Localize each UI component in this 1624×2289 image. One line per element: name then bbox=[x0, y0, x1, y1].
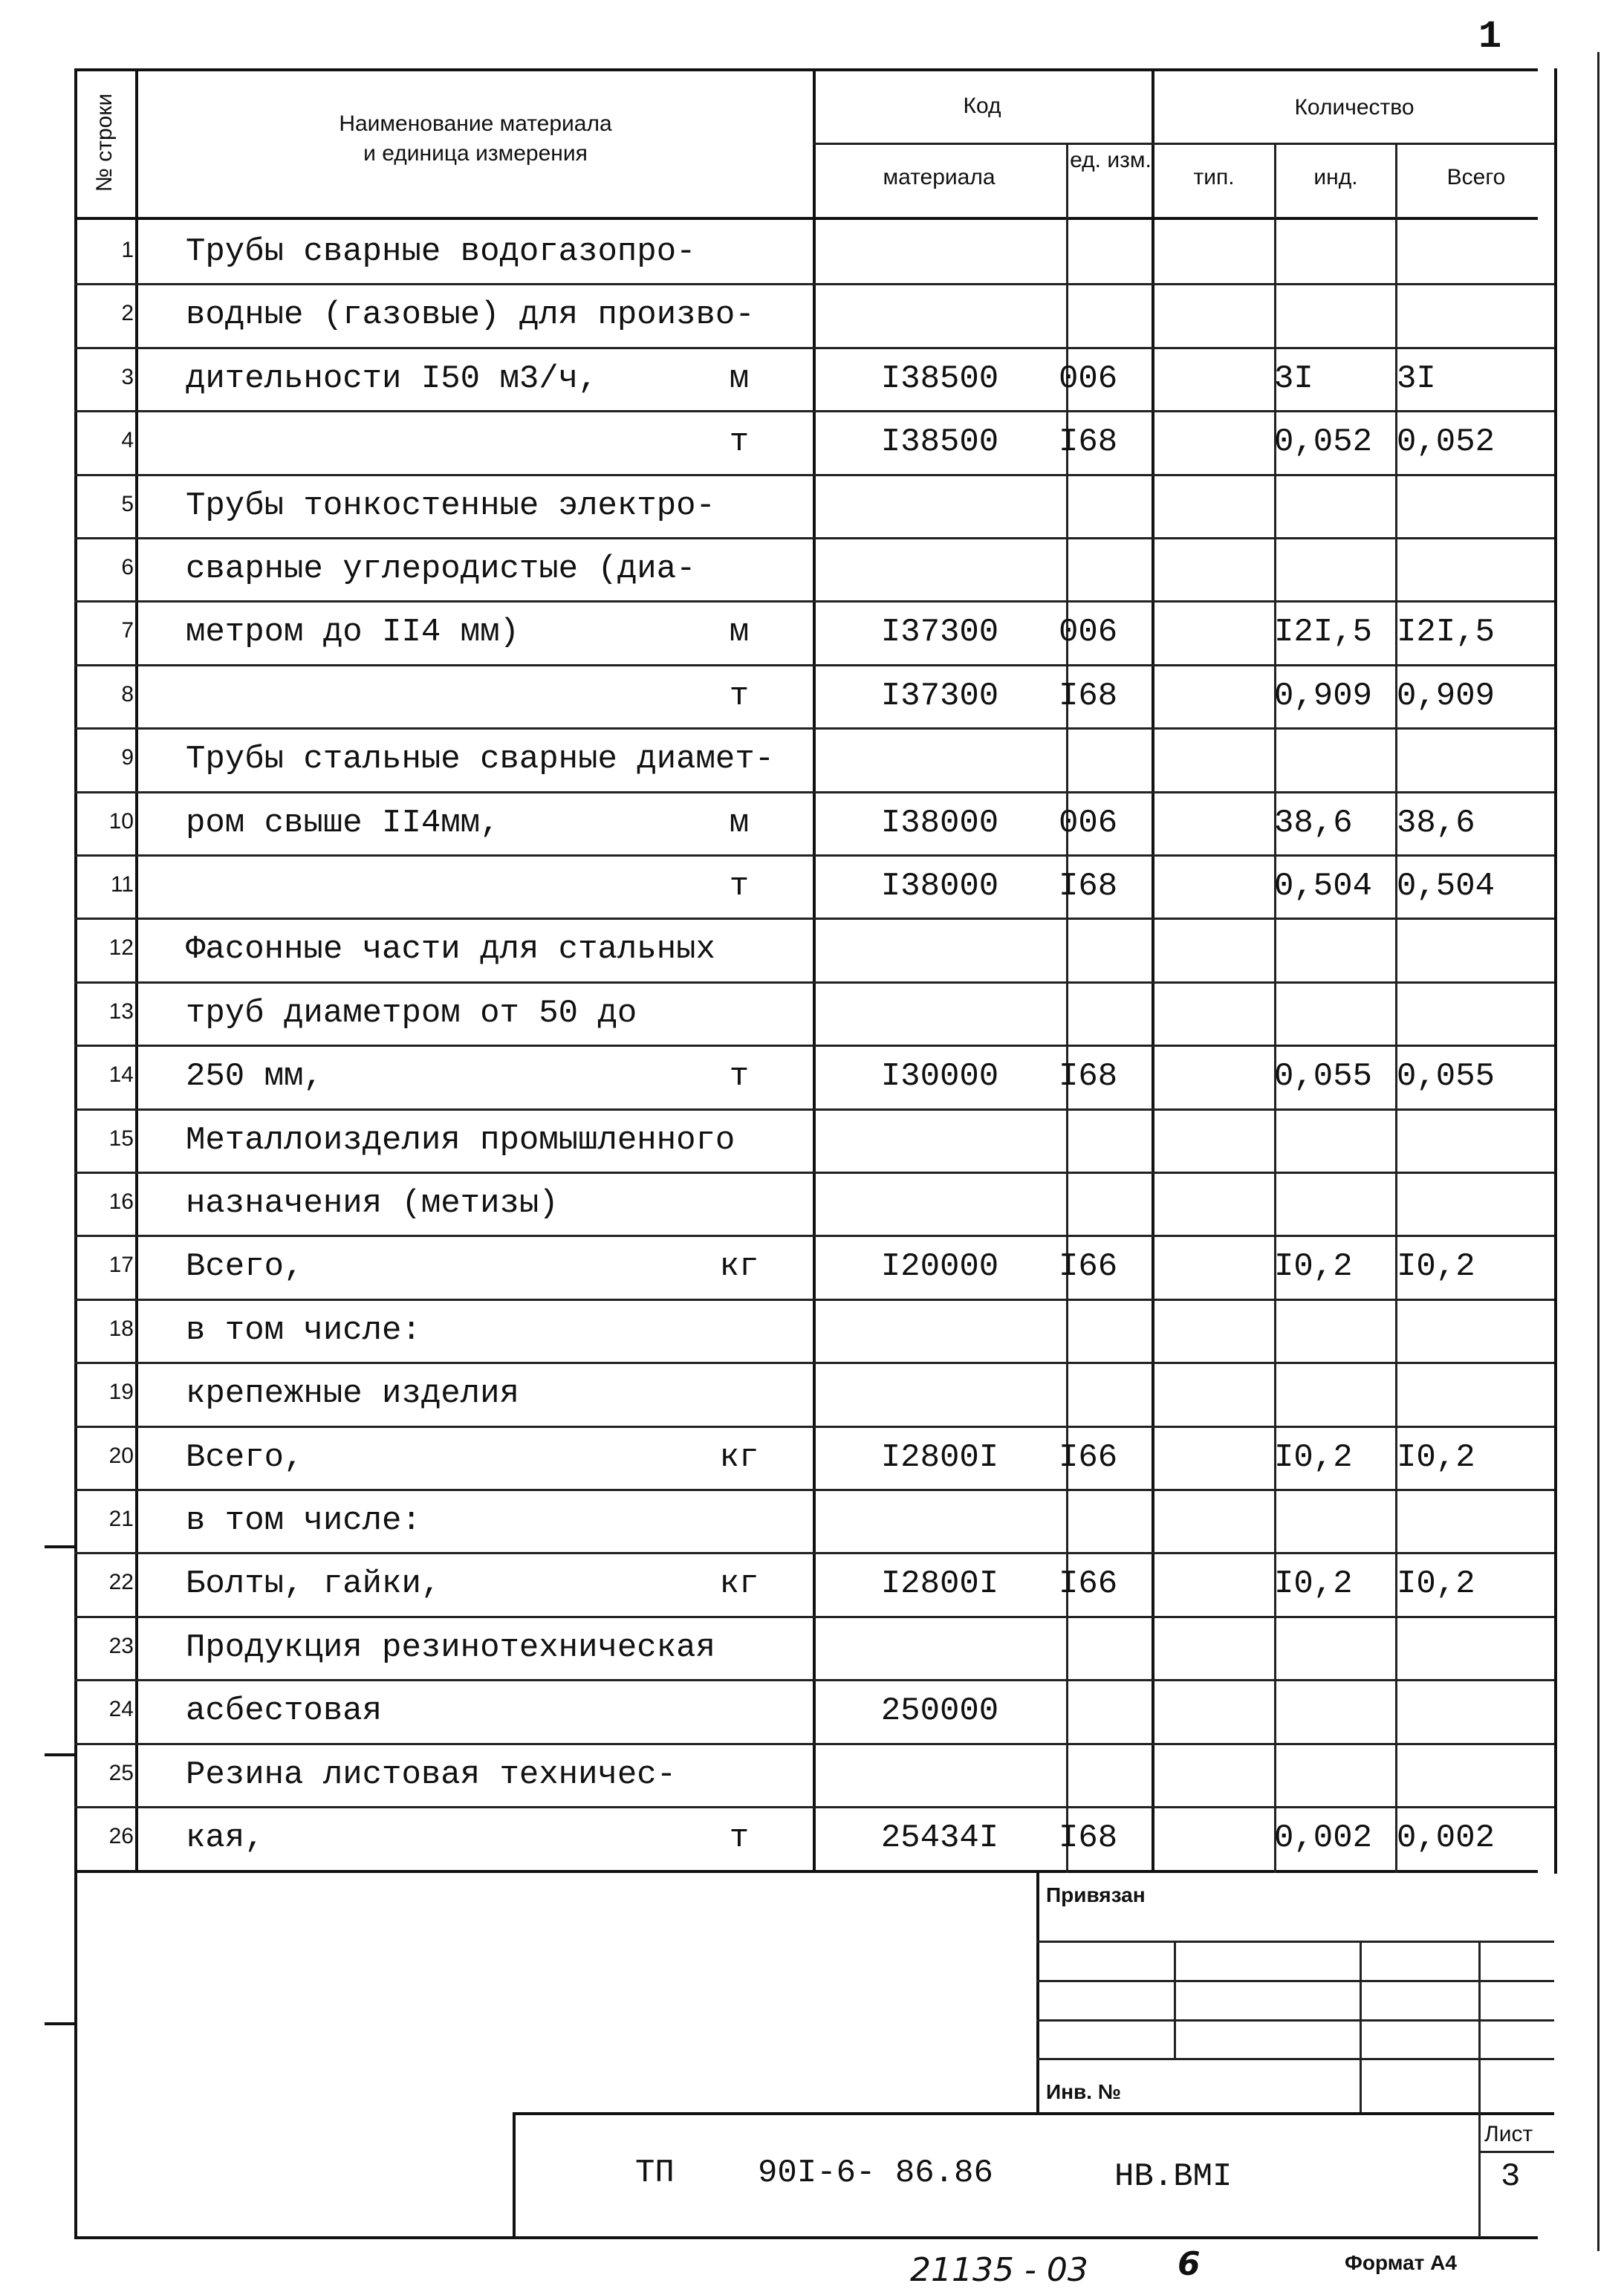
material-name: асбестовая bbox=[186, 1692, 383, 1730]
header-qty-total: Всего bbox=[1446, 165, 1506, 189]
row-number: 8 bbox=[121, 682, 134, 707]
header-code-unit: ед. изм. bbox=[1070, 148, 1152, 172]
row-number: 22 bbox=[108, 1570, 134, 1594]
table-row bbox=[0, 410, 1624, 473]
row-number: 1 bbox=[121, 238, 134, 262]
table-bottom bbox=[74, 1870, 1538, 1873]
material-code: I38500 bbox=[880, 360, 999, 397]
material-name: Трубы стальные сварные диамет- bbox=[186, 741, 775, 778]
material-name: Болты, гайки, bbox=[186, 1565, 441, 1603]
table-row bbox=[0, 1045, 1624, 1108]
row-number: 26 bbox=[108, 1824, 134, 1848]
handwritten-number: 21135 - 03 bbox=[910, 2251, 1088, 2289]
frame-bottom bbox=[74, 2236, 1538, 2239]
table-row bbox=[0, 600, 1624, 663]
material-name: водные (газовые) для произво- bbox=[186, 296, 755, 334]
row-number: 5 bbox=[121, 492, 134, 516]
qty-individual: I2I,5 bbox=[1274, 614, 1373, 651]
row-number: 6 bbox=[121, 555, 134, 579]
material-name: крепежные изделия bbox=[186, 1375, 519, 1412]
material-name: Трубы тонкостенные электро- bbox=[186, 487, 715, 525]
table-row bbox=[0, 854, 1624, 918]
frame-top bbox=[74, 68, 1538, 71]
tb-row3 bbox=[1036, 2019, 1554, 2022]
material-code: I37300 bbox=[880, 678, 999, 715]
material-name: ром свыше II4мм, bbox=[186, 805, 500, 842]
qty-individual: 0,002 bbox=[1274, 1819, 1373, 1857]
tb-row2 bbox=[1036, 1980, 1554, 1982]
unit-label: т bbox=[729, 678, 750, 715]
margin-tick-3 bbox=[45, 2022, 77, 2025]
table-row bbox=[0, 347, 1624, 410]
table-row bbox=[0, 1806, 1624, 1869]
material-name: сварные углеродистые (диа- bbox=[186, 551, 696, 588]
row-number: 13 bbox=[108, 999, 134, 1024]
table-row bbox=[0, 791, 1624, 854]
qty-individual: I0,2 bbox=[1274, 1248, 1353, 1285]
table-row bbox=[0, 1616, 1624, 1679]
header-subline bbox=[813, 143, 1554, 145]
header-code-group: Код bbox=[963, 94, 1001, 118]
table-row bbox=[0, 981, 1624, 1045]
qty-total: I2I,5 bbox=[1397, 614, 1495, 651]
privyazan-label: Привязан bbox=[1046, 1883, 1146, 1906]
row-number: 12 bbox=[108, 935, 134, 960]
table-row bbox=[0, 1679, 1624, 1742]
material-name: Трубы сварные водогазопро- bbox=[186, 233, 696, 270]
doc-code: НВ.ВМI bbox=[1114, 2158, 1232, 2195]
material-code: I2800I bbox=[880, 1439, 999, 1476]
qty-total: I0,2 bbox=[1397, 1439, 1475, 1476]
qty-individual: 0,052 bbox=[1274, 423, 1373, 461]
table-row bbox=[0, 537, 1624, 600]
margin-tick-1 bbox=[45, 1545, 77, 1548]
table-row bbox=[0, 1489, 1624, 1552]
unit-code: 006 bbox=[1059, 360, 1118, 397]
header-qty-ind: инд. bbox=[1313, 165, 1358, 189]
qty-total: 38,6 bbox=[1397, 805, 1475, 842]
qty-total: 0,002 bbox=[1397, 1819, 1495, 1857]
unit-code: I68 bbox=[1059, 1058, 1118, 1095]
row-number: 16 bbox=[108, 1189, 134, 1214]
tb-col3 bbox=[1478, 1941, 1481, 2238]
unit-code: I66 bbox=[1059, 1248, 1118, 1285]
material-code: I38000 bbox=[880, 868, 999, 905]
unit-label: кг bbox=[719, 1248, 759, 1285]
row-number: 10 bbox=[108, 809, 134, 834]
qty-individual: 0,504 bbox=[1274, 868, 1373, 905]
corner-mark: 1 bbox=[1478, 15, 1502, 59]
unit-label: т bbox=[729, 868, 750, 905]
qty-individual: 38,6 bbox=[1274, 805, 1353, 842]
material-name: Всего, bbox=[186, 1248, 304, 1285]
qty-total: I0,2 bbox=[1397, 1565, 1475, 1603]
table-row bbox=[0, 283, 1624, 346]
material-name: дительности I50 м3/ч, bbox=[186, 360, 598, 397]
row-number: 15 bbox=[108, 1126, 134, 1151]
unit-code: I66 bbox=[1059, 1565, 1118, 1603]
material-code: 250000 bbox=[880, 1692, 999, 1730]
tb-sheet-split bbox=[1478, 2151, 1554, 2153]
header-row-no: № строки bbox=[92, 93, 117, 192]
row-number: 24 bbox=[108, 1697, 134, 1721]
unit-label: кг bbox=[719, 1565, 759, 1603]
qty-total: 0,055 bbox=[1397, 1058, 1495, 1095]
inv-no-label: Инв. № bbox=[1046, 2080, 1122, 2103]
material-name: кая, bbox=[186, 1819, 264, 1857]
unit-code: 006 bbox=[1059, 805, 1118, 842]
unit-label: т bbox=[729, 1819, 750, 1857]
material-code: I30000 bbox=[880, 1058, 999, 1095]
material-code: I20000 bbox=[880, 1248, 999, 1285]
unit-code: 006 bbox=[1059, 614, 1118, 651]
unit-code: I68 bbox=[1059, 423, 1118, 461]
row-number: 20 bbox=[108, 1444, 134, 1468]
tb-stamp-left bbox=[513, 2112, 516, 2238]
doc-prefix: ТП bbox=[635, 2155, 675, 2192]
material-code: I38500 bbox=[880, 423, 999, 461]
qty-total: 0,504 bbox=[1397, 868, 1495, 905]
qty-total: 0,052 bbox=[1397, 423, 1495, 461]
material-code: I38000 bbox=[880, 805, 999, 842]
tb-row4 bbox=[1036, 2058, 1554, 2060]
material-name: в том числе: bbox=[186, 1312, 421, 1349]
row-number: 21 bbox=[108, 1507, 134, 1531]
row-number: 14 bbox=[108, 1062, 134, 1087]
unit-label: т bbox=[729, 1058, 750, 1095]
material-name: Металлоизделия промышленного bbox=[186, 1122, 735, 1159]
handwritten-number-2: 6 bbox=[1178, 2245, 1201, 2283]
row-number: 25 bbox=[108, 1761, 134, 1785]
material-name: Продукция резинотехническая bbox=[186, 1629, 715, 1666]
doc-number: 90I-6- 86.86 bbox=[758, 2155, 993, 2192]
unit-label: кг bbox=[719, 1439, 759, 1476]
material-code: 25434I bbox=[880, 1819, 999, 1857]
qty-individual: I0,2 bbox=[1274, 1439, 1353, 1476]
qty-individual: 3I bbox=[1274, 360, 1313, 397]
unit-label: м bbox=[729, 805, 750, 842]
row-number: 9 bbox=[121, 745, 134, 770]
row-number: 7 bbox=[121, 618, 134, 643]
table-row bbox=[0, 727, 1624, 790]
table-row bbox=[0, 1743, 1624, 1806]
material-name: Фасонные части для стальных bbox=[186, 931, 715, 968]
sheet-label: Лист bbox=[1484, 2122, 1533, 2146]
table-row bbox=[0, 1172, 1624, 1235]
table-row bbox=[0, 1108, 1624, 1172]
table-row bbox=[0, 474, 1624, 537]
row-number: 18 bbox=[108, 1316, 134, 1341]
material-name: труб диаметром от 50 до bbox=[186, 995, 637, 1032]
unit-label: м bbox=[729, 614, 750, 651]
tb-col1 bbox=[1174, 1941, 1176, 2058]
tb-row1 bbox=[1036, 1941, 1554, 1943]
material-code: I2800I bbox=[880, 1565, 999, 1603]
header-qty-typ: тип. bbox=[1193, 165, 1235, 189]
format-label: Формат А4 bbox=[1345, 2251, 1457, 2274]
table-row bbox=[0, 1552, 1624, 1615]
material-name: в том числе: bbox=[186, 1502, 421, 1539]
row-number: 23 bbox=[108, 1634, 134, 1658]
header-name-line2: и единица измерения bbox=[363, 141, 588, 166]
header-name-line1: Наименование материала bbox=[339, 111, 612, 136]
row-number: 3 bbox=[121, 365, 134, 389]
table-row bbox=[0, 918, 1624, 981]
table-row bbox=[0, 1299, 1624, 1362]
tb-left-line bbox=[1036, 1870, 1039, 2115]
table-row bbox=[0, 220, 1624, 283]
unit-code: I68 bbox=[1059, 868, 1118, 905]
header-code-material: материала bbox=[883, 165, 995, 189]
row-number: 17 bbox=[108, 1253, 134, 1277]
qty-total: 3I bbox=[1397, 360, 1436, 397]
qty-individual: 0,909 bbox=[1274, 678, 1373, 715]
material-name: 250 мм, bbox=[186, 1058, 323, 1095]
unit-code: I66 bbox=[1059, 1439, 1118, 1476]
row-number: 4 bbox=[121, 428, 134, 452]
margin-tick-2 bbox=[45, 1753, 77, 1756]
qty-total: I0,2 bbox=[1397, 1248, 1475, 1285]
tb-stamp-top bbox=[513, 2112, 1554, 2115]
qty-total: 0,909 bbox=[1397, 678, 1495, 715]
material-name: Всего, bbox=[186, 1439, 304, 1476]
table-row bbox=[0, 1235, 1624, 1298]
unit-label: т bbox=[729, 423, 750, 461]
table-row bbox=[0, 1426, 1624, 1489]
qty-individual: I0,2 bbox=[1274, 1565, 1353, 1603]
material-name: метром до II4 мм) bbox=[186, 614, 519, 651]
unit-code: I68 bbox=[1059, 678, 1118, 715]
unit-label: м bbox=[729, 360, 750, 397]
row-number: 2 bbox=[121, 301, 134, 325]
table-row bbox=[0, 664, 1624, 727]
material-name: Резина листовая техничес- bbox=[186, 1756, 677, 1793]
qty-individual: 0,055 bbox=[1274, 1058, 1373, 1095]
row-number: 11 bbox=[110, 872, 134, 897]
material-code: I37300 bbox=[880, 614, 999, 651]
sheet-number: 3 bbox=[1501, 2158, 1521, 2195]
table-row bbox=[0, 1362, 1624, 1425]
header-qty-group: Количество bbox=[1294, 95, 1414, 120]
material-name: назначения (метизы) bbox=[186, 1185, 559, 1222]
tb-col2 bbox=[1360, 1941, 1362, 2112]
unit-code: I68 bbox=[1059, 1819, 1118, 1857]
row-number: 19 bbox=[108, 1380, 134, 1404]
